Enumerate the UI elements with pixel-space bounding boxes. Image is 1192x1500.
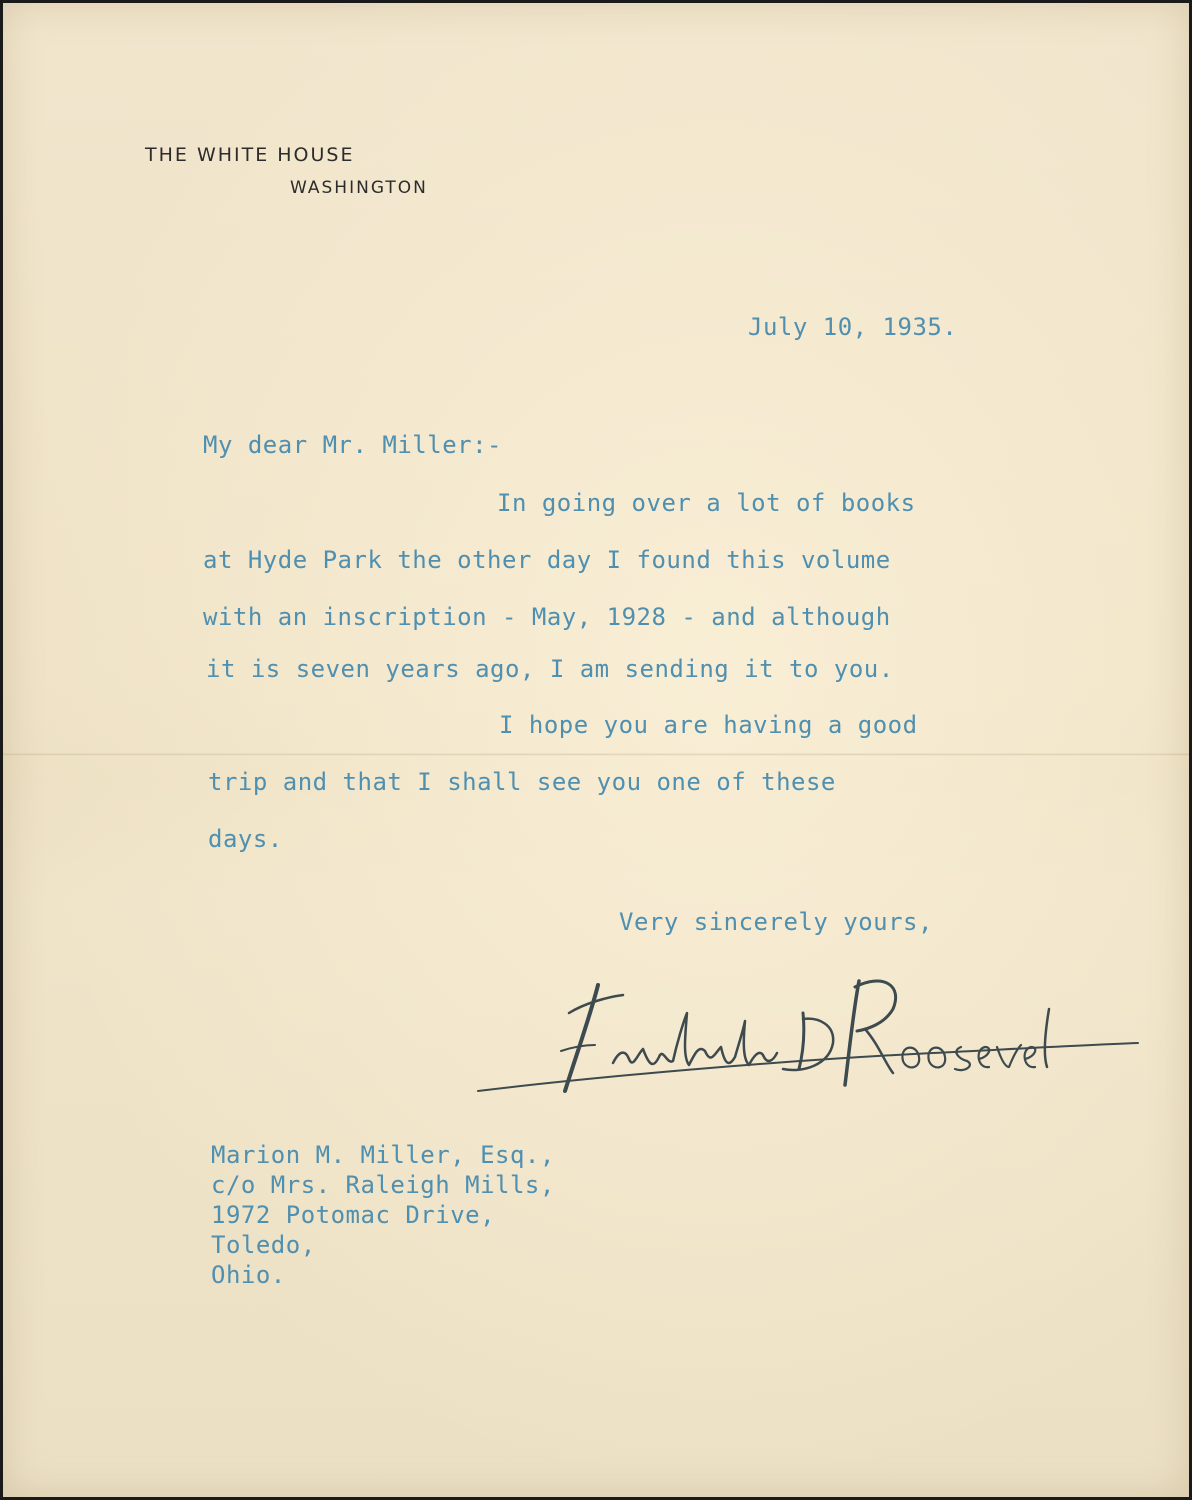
paper-fold <box>3 753 1189 756</box>
handwritten-signature <box>473 973 1143 1103</box>
address-line: 1972 Potomac Drive, <box>211 1201 496 1229</box>
body-line: at Hyde Park the other day I found this volume <box>203 546 891 574</box>
letterhead-city: WASHINGTON <box>290 178 428 198</box>
address-line: Ohio. <box>211 1261 286 1289</box>
salutation: My dear Mr. Miller:- <box>203 431 502 459</box>
body-line: days. <box>208 825 283 853</box>
letterhead-title: THE WHITE HOUSE <box>145 144 355 166</box>
body-line: it is seven years ago, I am sending it to you. <box>206 655 894 683</box>
address-line: Marion M. Miller, Esq., <box>211 1141 555 1169</box>
body-line: trip and that I shall see you one of these <box>208 768 836 796</box>
body-line: with an inscription - May, 1928 - and although <box>203 603 891 631</box>
address-line: c/o Mrs. Raleigh Mills, <box>211 1171 555 1199</box>
body-line: I hope you are having a good <box>499 711 918 739</box>
closing: Very sincerely yours, <box>619 908 933 936</box>
letter-page <box>3 3 1189 1497</box>
address-line: Toledo, <box>211 1231 316 1259</box>
paper-aging-shade <box>3 3 1189 1497</box>
letter-date: July 10, 1935. <box>748 313 958 341</box>
body-line: In going over a lot of books <box>497 489 916 517</box>
